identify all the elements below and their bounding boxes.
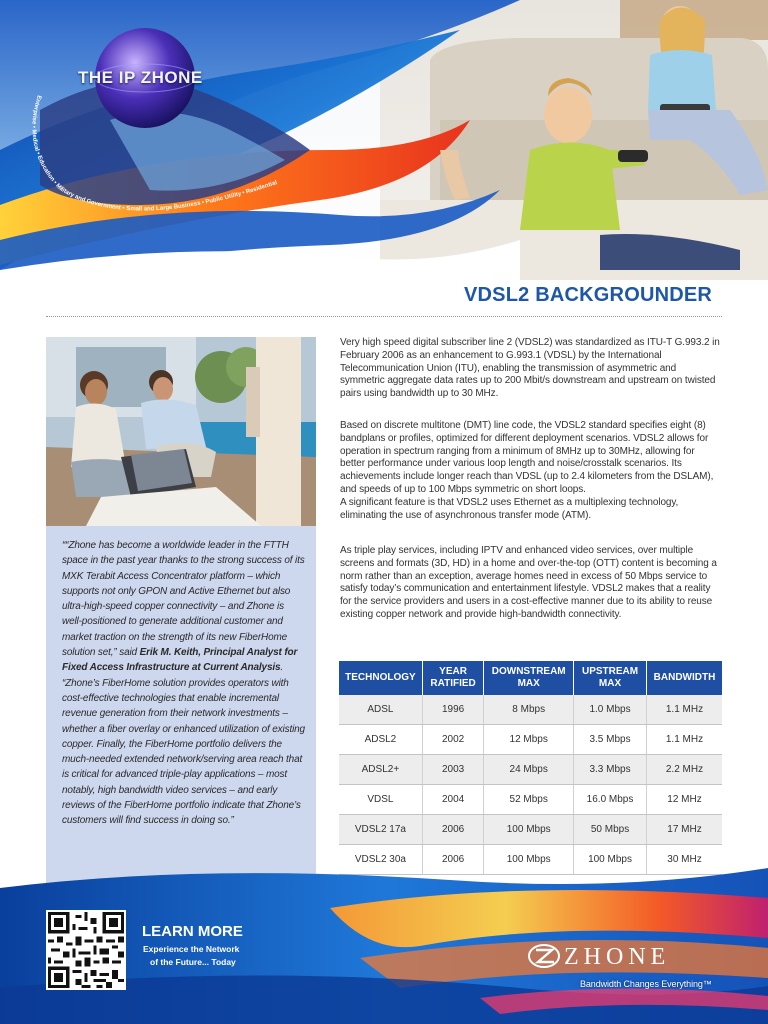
cell-bandwidth: 1.1 MHz (647, 695, 723, 725)
zhone-logo (528, 940, 728, 972)
ip-zhone-logo: THE IP ZHONE (78, 68, 203, 87)
cell-technology: VDSL2 17a (339, 815, 422, 845)
table-row (339, 815, 722, 845)
dmt-paragraph: Based on discrete multitone (DMT) line code, the VDSL2 standard specifies eight (8) bandplans or profiles, optimized for different deployment scenarios. VDSL2 allows for operation in spectrum ranging from a minimum of 8MHz up to 30MHz, allowing for better performance under various loop length and noise/crosstalk scenarios. Its achievements include longer reach than VDSL (up to 2.4 kilometers from the DSLAM), and speeds of up to 100 Mbps symmetric on short loops. A significant feature is that VDSL2 uses Ethernet as a multiplexing technology, eliminating the use of asynchronous transfer mode (ATM). (340, 420, 714, 521)
cell-year: 2004 (422, 785, 484, 815)
cell-year: 2006 (422, 845, 484, 875)
quote-part-2: . “Zhone’s FiberHome solution provides operators with cost-effective technologies that enable incremental revenue generation from their network investments – whether a fiber overlay or enhanced utilization of existing copper. Finally, the FiberHome portfolio delivers the much-needed extended network/serving area reach that is critical for advanced triple-play applications – most notably, high bandwidth video services – and early reviews of the FiberHome portfolio indicate that Zhone’s customers will find success in doing so.” (62, 662, 305, 827)
learn-more-subtitle-1: Experience the Network (143, 944, 240, 954)
triple-play-paragraph: As triple play services, including IPTV and enhanced video services, over multiple screens and formats (3D, HD) in a home and over-the-top (OTT) content is becoming a norm rather than an exception, average homes need in excess of 50 Mbps service to satisfy today’s communication and entertainment lifestyle. VDSL2 makes that a reality for the service providers and users in a cost-effective manner due to its ability to reuse existing copper network and provide high-bandwidth connectivity. (340, 545, 717, 620)
cell-downstream: 24 Mbps (484, 755, 574, 785)
cell-downstream: 8 Mbps (484, 695, 574, 725)
table-header-row (339, 661, 722, 695)
svg-text:ZHONE: ZHONE (564, 944, 671, 970)
cell-technology: VDSL (339, 785, 422, 815)
cell-technology: ADSL2+ (339, 755, 422, 785)
cell-upstream: 3.3 Mbps (574, 755, 647, 785)
quote-part-1: ““Zhone has become a worldwide leader in the FTTH space in the past year thanks to the strong success of its MXK Terabit Access Concentrator platform – which supports not only GPON and Active Ethernet but also ultra-high-speed copper connectivity – and Zhone is well-positioned to generate additional customer and market traction on the strength of its new FiberHome solution set,” said (62, 540, 305, 659)
cell-upstream: 16.0 Mbps (574, 785, 647, 815)
cell-upstream: 3.5 Mbps (574, 725, 647, 755)
market-tagline-arc (0, 0, 340, 240)
table-row (339, 725, 722, 755)
cell-downstream: 100 Mbps (484, 845, 574, 875)
people-with-laptop-photo (46, 337, 316, 526)
cell-upstream: 100 Mbps (574, 845, 647, 875)
svg-text:Enterprise • Medical • Edu: Enterprise • Medical • Education • Military and Government • Small and Large Business • Public Utility • Residential (30, 94, 279, 213)
cell-downstream: 52 Mbps (484, 785, 574, 815)
hero-banner (0, 0, 768, 300)
analyst-quote (62, 538, 306, 829)
page-title: VDSL2 BACKGROUNDER (464, 284, 713, 306)
cell-bandwidth: 2.2 MHz (647, 755, 723, 785)
dsl-comparison-table (339, 661, 722, 875)
cell-bandwidth: 12 MHz (647, 785, 723, 815)
cell-bandwidth: 1.1 MHz (647, 725, 723, 755)
intro-paragraph: Very high speed digital subscriber line 2 (VDSL2) was standardized as ITU-T G.993.2 in February 2006 as an enhancement to G.993.1 (VDSL) by the International Telecommunication Union (ITU), enabling the transmission of asymmetric and symmetric aggregate data rates up to 200 Mbit/s downstream and upstream on twisted pairs using bandwidth up to 30 MHz. (340, 337, 720, 400)
cell-bandwidth: 17 MHz (647, 815, 723, 845)
cell-year: 2003 (422, 755, 484, 785)
cell-technology: VDSL2 30a (339, 845, 422, 875)
cell-year: 1996 (422, 695, 484, 725)
learn-more-heading: LEARN MORE (142, 923, 243, 940)
cell-upstream: 50 Mbps (574, 815, 647, 845)
brand-slogan: Bandwidth Changes Everything™ (580, 979, 712, 989)
col-header-bandwidth: BANDWIDTH (647, 661, 723, 695)
table-row (339, 785, 722, 815)
col-header-technology: TECHNOLOGY (339, 661, 422, 695)
cell-downstream: 100 Mbps (484, 815, 574, 845)
col-header-upstream: UPSTREAM MAX (574, 661, 647, 695)
quote-attribution: Erik M. Keith, Principal Analyst for Fixed Access Infrastructure at Current Analysis (62, 647, 298, 674)
cell-upstream: 1.0 Mbps (574, 695, 647, 725)
cell-downstream: 12 Mbps (484, 725, 574, 755)
cell-bandwidth: 30 MHz (647, 845, 723, 875)
col-header-year: YEAR RATIFIED (422, 661, 484, 695)
title-divider (46, 316, 722, 317)
cell-technology: ADSL (339, 695, 422, 725)
qr-code[interactable] (46, 910, 126, 990)
learn-more-subtitle-2: of the Future... Today (150, 957, 236, 967)
cell-year: 2002 (422, 725, 484, 755)
table-row (339, 695, 722, 725)
col-header-downstream: DOWNSTREAM MAX (484, 661, 574, 695)
table-row (339, 755, 722, 785)
cell-technology: ADSL2 (339, 725, 422, 755)
cell-year: 2006 (422, 815, 484, 845)
